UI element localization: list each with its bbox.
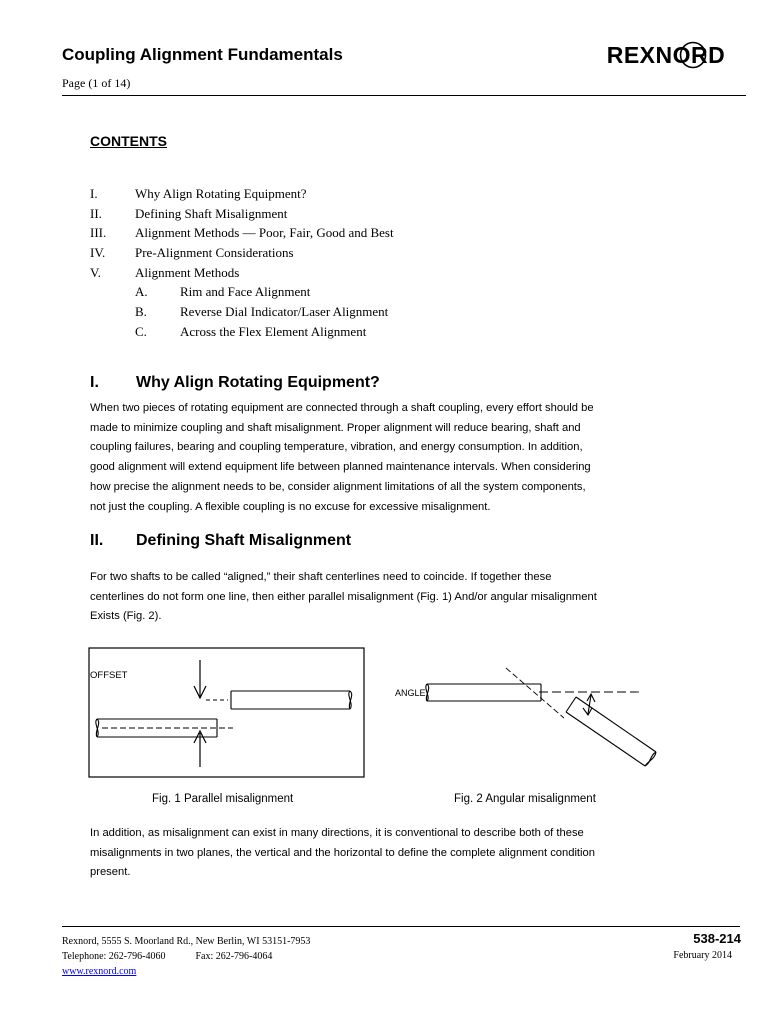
telephone: Telephone: 262-796-4060 (62, 951, 166, 962)
toc-label: Alignment Methods (135, 264, 240, 280)
section-1-body (90, 399, 680, 517)
toc-item (90, 243, 590, 263)
body-line: how precise the alignment needs to be, consider alignment limitations of all the system components, (90, 480, 586, 493)
offset-label: OFFSET (90, 670, 128, 681)
section-2-body (90, 568, 680, 627)
section-2-heading (90, 532, 690, 552)
section-1-heading (90, 374, 690, 394)
body-line: good alignment will extend equipment life between planned maintenance intervals. When considering (90, 461, 591, 474)
section-title: Why Align Rotating Equipment? (136, 374, 380, 391)
toc-item (90, 223, 590, 243)
toc-label: Across the Flex Element Alignment (180, 323, 367, 339)
toc-subitem (90, 282, 590, 302)
offset-arrows (194, 660, 206, 767)
horizontal-shaft (426, 684, 541, 701)
angle-label: ANGLE (395, 688, 426, 698)
upper-shaft (231, 691, 352, 709)
toc-label: Pre-Alignment Considerations (135, 245, 294, 261)
toc-number: B. (135, 304, 147, 320)
section-number: II. (90, 532, 104, 549)
parallel-misalignment-figure (88, 647, 368, 780)
toc-number: A. (135, 284, 148, 300)
section-number: I. (90, 374, 99, 391)
logo-text: REXNORD (606, 42, 726, 68)
section-2-closing (90, 824, 680, 883)
toc-label: Reverse Dial Indicator/Laser Alignment (180, 304, 389, 320)
body-line: coupling failures, bearing and coupling temperature, vibration, and energy consumption. In addition, (90, 441, 583, 454)
phone-fax-line (62, 949, 310, 964)
toc-label: Alignment Methods — Poor, Fair, Good and Best (135, 225, 394, 241)
toc-item (90, 184, 590, 204)
toc-number: V. (90, 264, 101, 280)
figure-1-caption: Fig. 1 Parallel misalignment (152, 793, 294, 805)
fax: Fax: 262-796-4064 (195, 951, 273, 962)
body-line: In addition, as misalignment can exist in many directions, it is conventional to describe both of these (90, 827, 584, 839)
document-number: 538-214 (693, 931, 741, 946)
body-line: misalignments in two planes, the vertical and the horizontal to define the complete alignment condition (90, 846, 595, 859)
table-of-contents (90, 184, 590, 342)
contents-heading: CONTENTS (90, 133, 167, 149)
header-divider (62, 95, 746, 96)
body-line: centerlines do not form one line, then either parallel misalignment (Fig. 1) And/or angular misalignment (90, 590, 597, 603)
toc-number: C. (135, 323, 147, 339)
body-line: not just the coupling. A flexible coupling is no excuse for excessive misalignment. (90, 500, 491, 513)
angled-centerline (506, 668, 564, 718)
angular-misalignment-figure (394, 666, 660, 770)
section-title: Defining Shaft Misalignment (136, 532, 352, 549)
figure-2-caption: Fig. 2 Angular misalignment (454, 793, 596, 805)
website-link[interactable]: www.rexnord.com (62, 966, 137, 977)
toc-label: Defining Shaft Misalignment (135, 205, 288, 221)
document-date: February 2014 (673, 950, 732, 961)
toc-subitem (90, 302, 590, 322)
angle-arrow (583, 694, 595, 715)
body-line: Exists (Fig. 2). (90, 610, 162, 623)
body-line: made to minimize coupling and shaft misalignment. Proper alignment will reduce bearing, shaft and (90, 421, 581, 434)
toc-number: II. (90, 205, 102, 221)
toc-label: Rim and Face Alignment (180, 284, 311, 300)
body-line: For two shafts to be called “aligned,” their shaft centerlines need to coincide. If together these (90, 571, 552, 583)
rexnord-logo (586, 40, 746, 72)
toc-number: I. (90, 186, 98, 201)
body-line: present. (90, 866, 131, 879)
angled-shaft (566, 697, 656, 766)
page-indicator: Page (1 of 14) (62, 76, 131, 90)
toc-number: IV. (90, 245, 106, 261)
toc-subitem (90, 322, 590, 342)
footer-contact (62, 934, 310, 979)
body-line: When two pieces of rotating equipment are connected through a shaft coupling, every effort should be (90, 402, 594, 414)
toc-label: Why Align Rotating Equipment? (135, 186, 307, 201)
toc-item (90, 263, 590, 283)
company-address: Rexnord, 5555 S. Moorland Rd., New Berlin, WI 53151-7953 (62, 936, 311, 947)
toc-item (90, 204, 590, 224)
document-title: Coupling Alignment Fundamentals (62, 45, 343, 64)
footer-divider (62, 926, 740, 927)
toc-number: III. (90, 225, 107, 241)
